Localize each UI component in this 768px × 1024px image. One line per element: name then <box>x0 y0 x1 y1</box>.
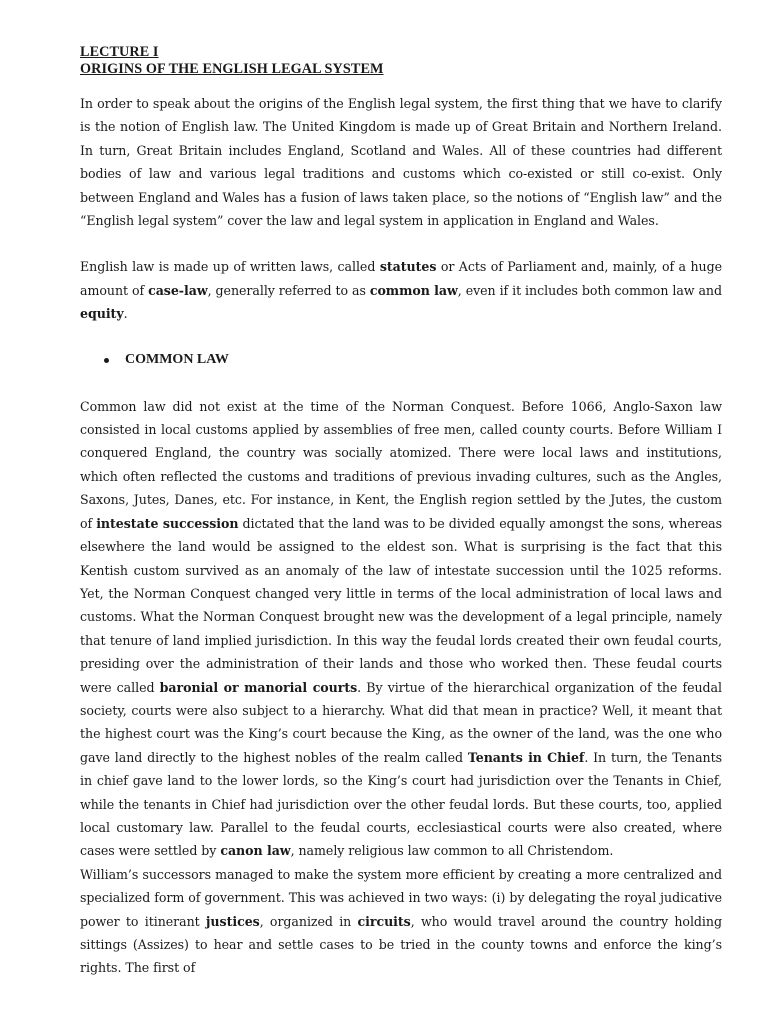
lecture-heading <box>80 44 722 78</box>
paragraph-williams-successors: William’s successors managed to make the system more efficient by creating a more centralized and specialized form of government. This was achieved in two ways: (i) by delegating the royal judicative power to itinerant justices, organized in circuits, who would travel around the country holding sittings (Assizes) to hear and settle cases to be tried in the county towns and enforce the king’s rights. The first of <box>80 866 722 976</box>
term-intestate-succession: intestate succession <box>96 515 239 531</box>
term-statutes: statutes <box>379 259 437 275</box>
section-heading-text: COMMON LAW <box>125 352 229 368</box>
paragraph-english-law-composition: English law is made up of written laws, called statutes or Acts of Parliament and, mainly, of a huge amount of case-law, generally referred to as common law, even if it includes both common law and equity. <box>80 259 723 322</box>
paragraph-norman-conquest: Common law did not exist at the time of the Norman Conquest. Before 1066, Anglo-Saxon law consisted in local customs applied by assemblies of free men, called county courts. Before William I conquered England, the country was socially atomized. There were local laws and institutions, which often reflected the customs and traditions of previous invading cultures, such as the Angles, Saxons, Jutes, Danes, etc. For instance, in Kent, the English region settled by the Jutes, the custom of intestate succession dictated that the land was to be divided equally amongst the sons, whereas elsewhere the land would be assigned to the eldest son. What is surprising is the fact that this Kentish custom survived as an anomaly of the law of intestate succession until the 1025 reforms. Yet, the Norman Conquest changed very little in terms of the local administration of local laws and customs. What the Norman Conquest brought new was the development of a legal principle, namely that tenure of land implied jurisdiction. In this way the feudal lords created their own feudal courts, presiding over the administration of their lands and those who worked then. These feudal courts were called baronial or manorial courts. By virtue of the hierarchical organization of the feudal society, courts were also subject to a hierarchy. What did that mean in practice? Well, it meant that the highest court was the King’s court because the King, as the owner of the land, was the one who gave land directly to the highest nobles of the realm called Tenants in Chief. In turn, the Tenants in chief gave land to the lower lords, so the King’s court had jurisdiction over the Tenants in Chief, while the tenants in Chief had jurisdiction over the other feudal lords. But these courts, too, applied local customary law. Parallel to the feudal courts, ecclesiastical courts were also created, where cases were settled by canon law, namely religious law common to all Christendom. <box>80 398 723 859</box>
lecture-title: ORIGINS OF THE ENGLISH LEGAL SYSTEM <box>80 61 384 77</box>
document-page <box>80 44 722 980</box>
lecture-number: LECTURE I <box>80 44 159 60</box>
term-canon-law: canon law <box>220 843 291 859</box>
term-case-law: case-law <box>148 282 208 298</box>
term-tenants-in-chief: Tenants in Chief <box>467 749 585 765</box>
term-common-law: common law <box>369 282 458 298</box>
term-justices: justices <box>205 913 260 929</box>
term-equity: equity <box>80 306 124 322</box>
term-circuits: circuits <box>357 913 411 929</box>
term-baronial-courts: baronial or manorial courts <box>159 679 358 695</box>
bullet-icon <box>104 358 109 363</box>
section-heading-common-law <box>104 349 722 372</box>
paragraph-english-law-notion: In order to speak about the origins of the English legal system, the first thing that we have to clarify is the notion of English law. The United Kingdom is made up of Great Britain and Northern Ireland. In turn, Great Britain includes England, Scotland and Wales. All of these countries had different bodies of law and various legal traditions and customs which co-existed or still co-exist. Only between England and Wales has a fusion of laws taken place, so the notions of “English law” and the “English legal system” cover the law and legal system in application in England and Wales. <box>80 96 722 229</box>
